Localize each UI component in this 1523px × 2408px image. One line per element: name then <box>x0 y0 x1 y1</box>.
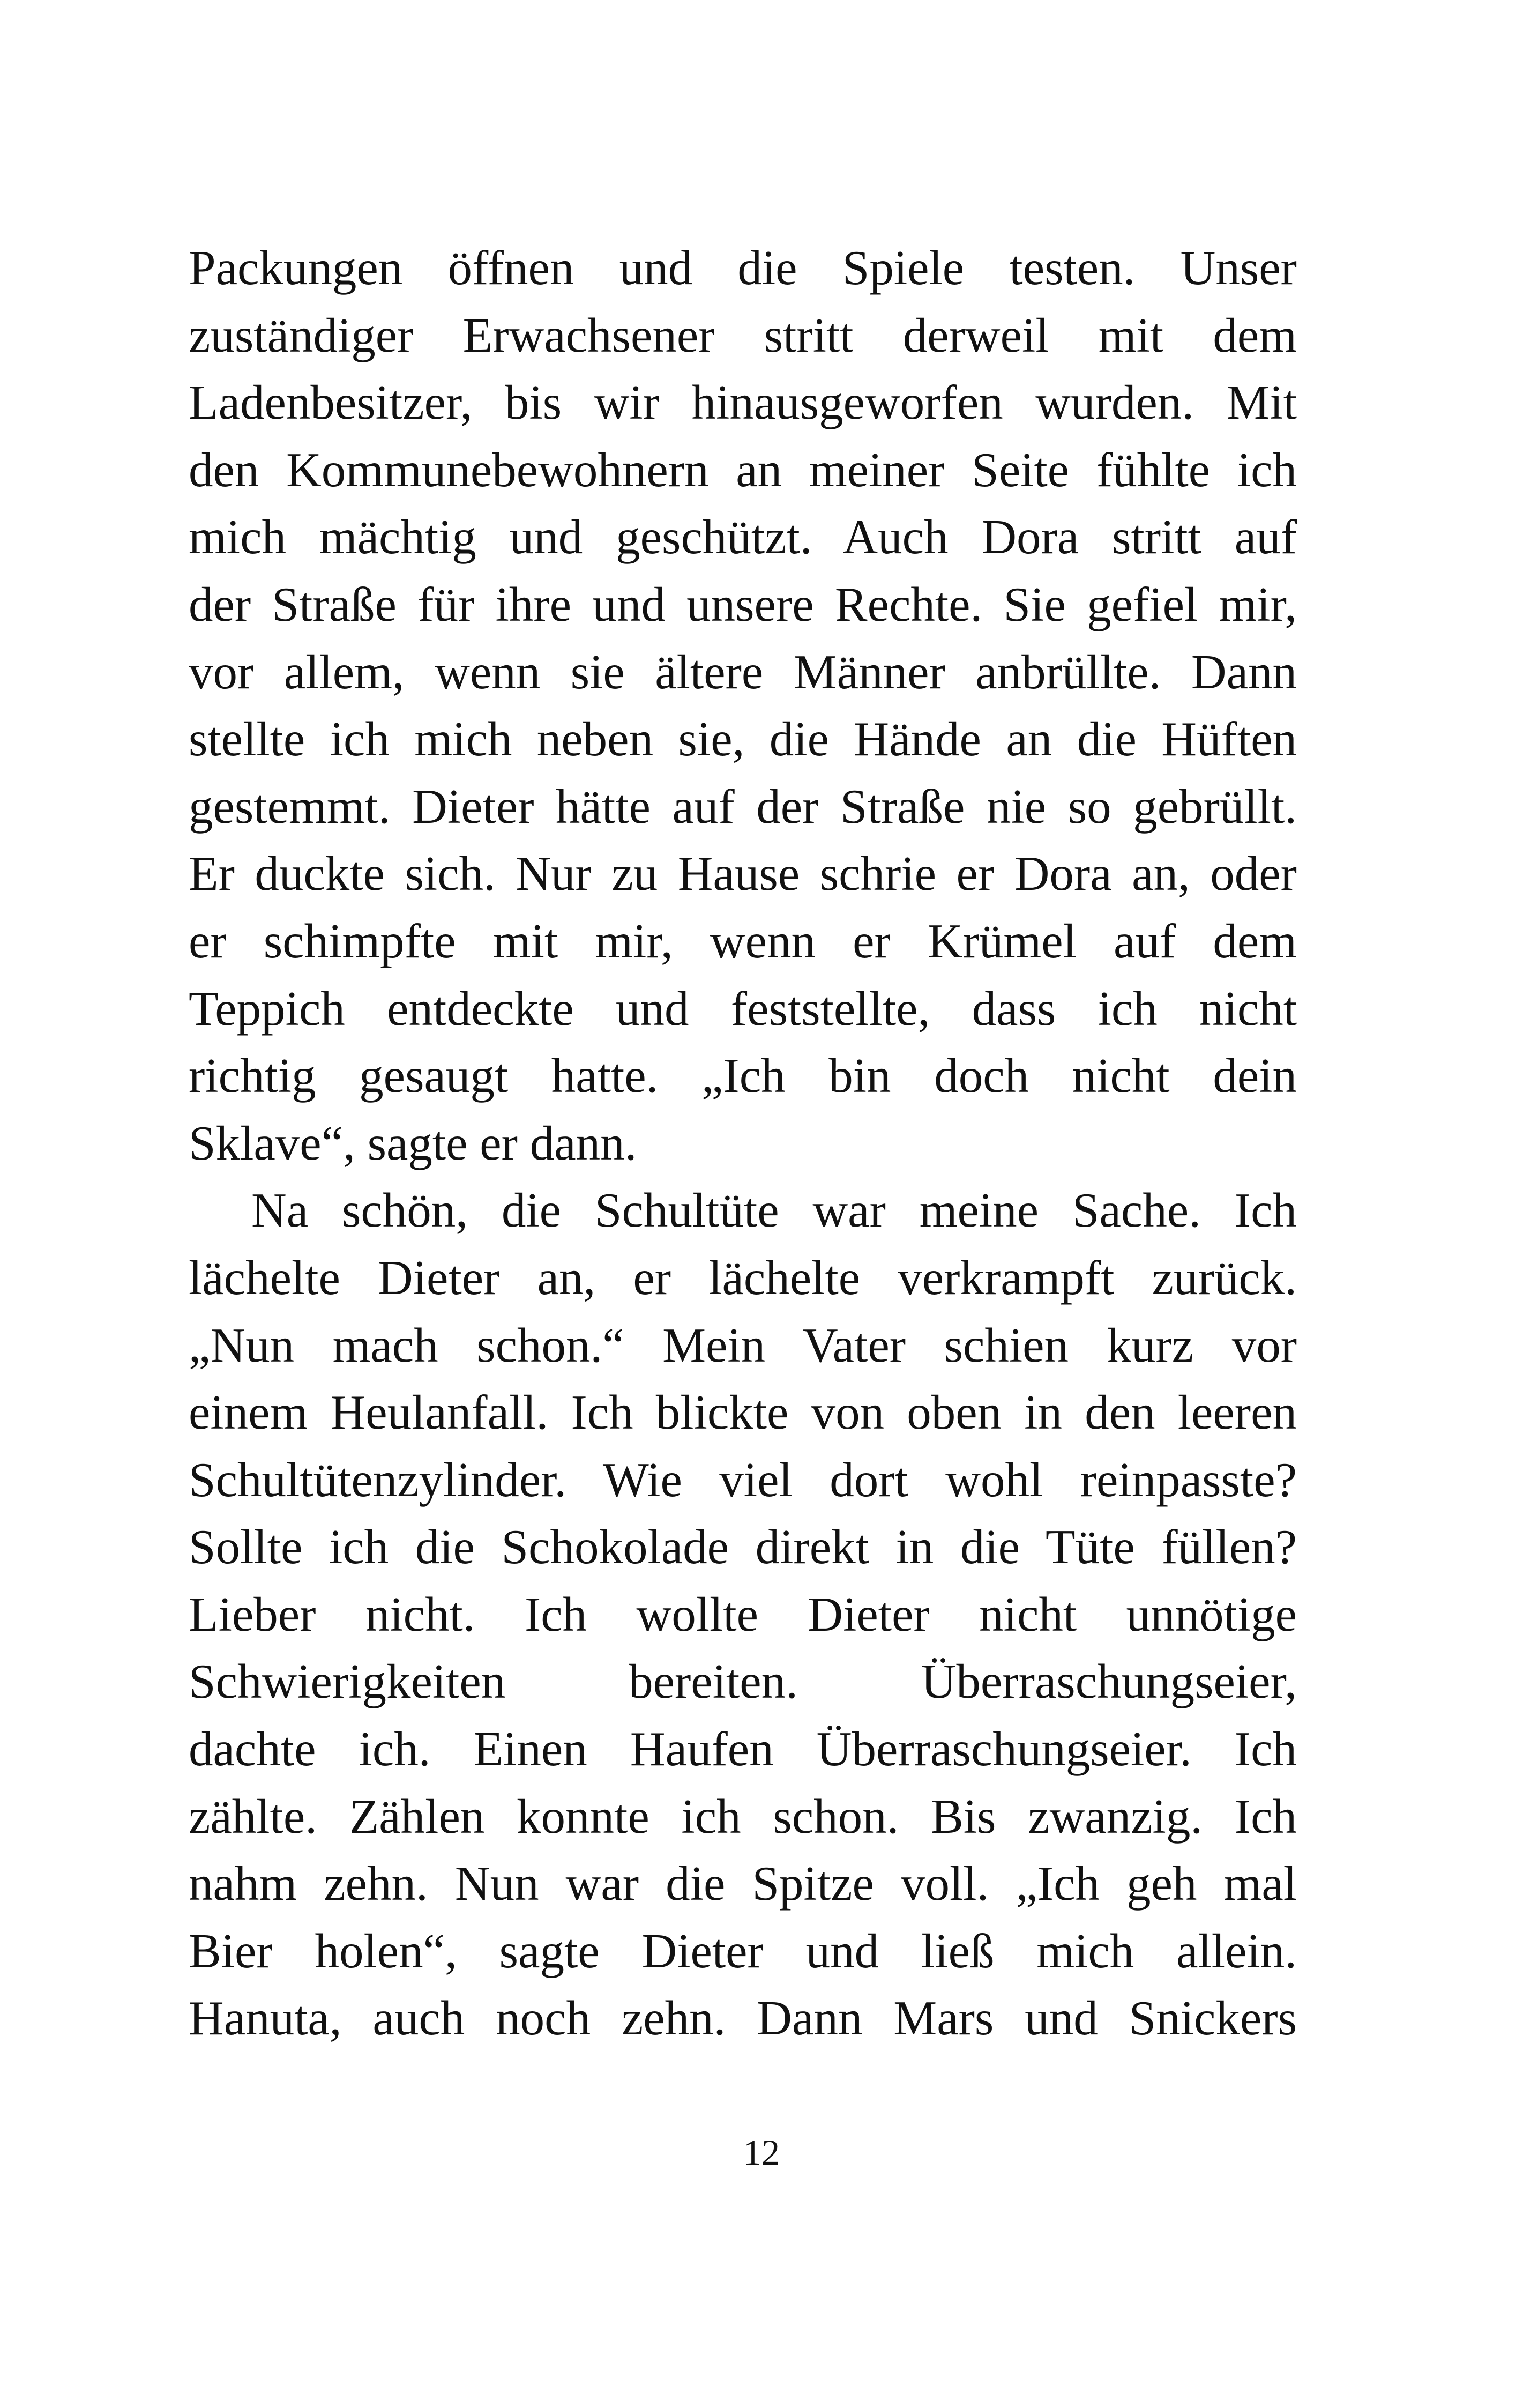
text-line: Sklave“, sagte er dann. <box>189 1116 637 1170</box>
text-line: Lieber nicht. Ich wollte Dieter nicht unnötige <box>189 1587 1297 1641</box>
text-line: einem Heulanfall. Ich blickte von oben in den leeren <box>189 1385 1297 1440</box>
text-line: Er duckte sich. Nur zu Hause schrie er Dora an, oder <box>189 846 1297 901</box>
text-line: Ladenbesitzer, bis wir hinausgeworfen wurden. Mit <box>189 375 1297 430</box>
text-line: zuständiger Erwachsener stritt derweil mit dem <box>189 308 1297 362</box>
text-line: Sollte ich die Schokolade direkt in die Tüte füllen? <box>189 1520 1297 1574</box>
text-line: Bier holen“, sagte Dieter und ließ mich allein. <box>189 1923 1297 1978</box>
text-line: nahm zehn. Nun war die Spitze voll. „Ich geh mal <box>189 1856 1297 1911</box>
text-line: Na schön, die Schultüte war meine Sache. Ich <box>251 1183 1297 1238</box>
text-line: richtig gesaugt hatte. „Ich bin doch nicht dein <box>189 1049 1297 1103</box>
text-line: gestemmt. Dieter hätte auf der Straße nie so gebrüllt. <box>189 779 1297 834</box>
text-line: Hanuta, auch noch zehn. Dann Mars und Snickers <box>189 1991 1297 2046</box>
text-line: vor allem, wenn sie ältere Männer anbrüllte. Dann <box>189 644 1297 699</box>
text-line: „Nun mach schon.“ Mein Vater schien kurz vor <box>189 1318 1297 1372</box>
page-number: 12 <box>743 2132 780 2173</box>
text-line: mich mächtig und geschützt. Auch Dora stritt auf <box>189 510 1297 564</box>
text-line: Schwierigkeiten bereiten. Überraschungseier, <box>189 1654 1297 1709</box>
text-line: den Kommunebewohnern an meiner Seite fühlte ich <box>189 442 1297 497</box>
text-line: lächelte Dieter an, er lächelte verkrampft zurück. <box>189 1250 1297 1305</box>
text-line: er schimpfte mit mir, wenn er Krümel auf dem <box>189 913 1297 968</box>
body-text <box>189 234 1297 2052</box>
text-line: Packungen öffnen und die Spiele testen. Unser <box>189 241 1297 295</box>
text-line: Teppich entdeckte und feststellte, dass ich nicht <box>189 981 1297 1036</box>
text-line: dachte ich. Einen Haufen Überraschungseier. Ich <box>189 1722 1297 1777</box>
text-line: der Straße für ihre und unsere Rechte. Sie gefiel mir, <box>189 577 1297 631</box>
text-line: stellte ich mich neben sie, die Hände an die Hüften <box>189 712 1297 767</box>
text-line: Schultütenzylinder. Wie viel dort wohl reinpasste? <box>189 1452 1297 1507</box>
text-line: zählte. Zählen konnte ich schon. Bis zwanzig. Ich <box>189 1789 1297 1844</box>
